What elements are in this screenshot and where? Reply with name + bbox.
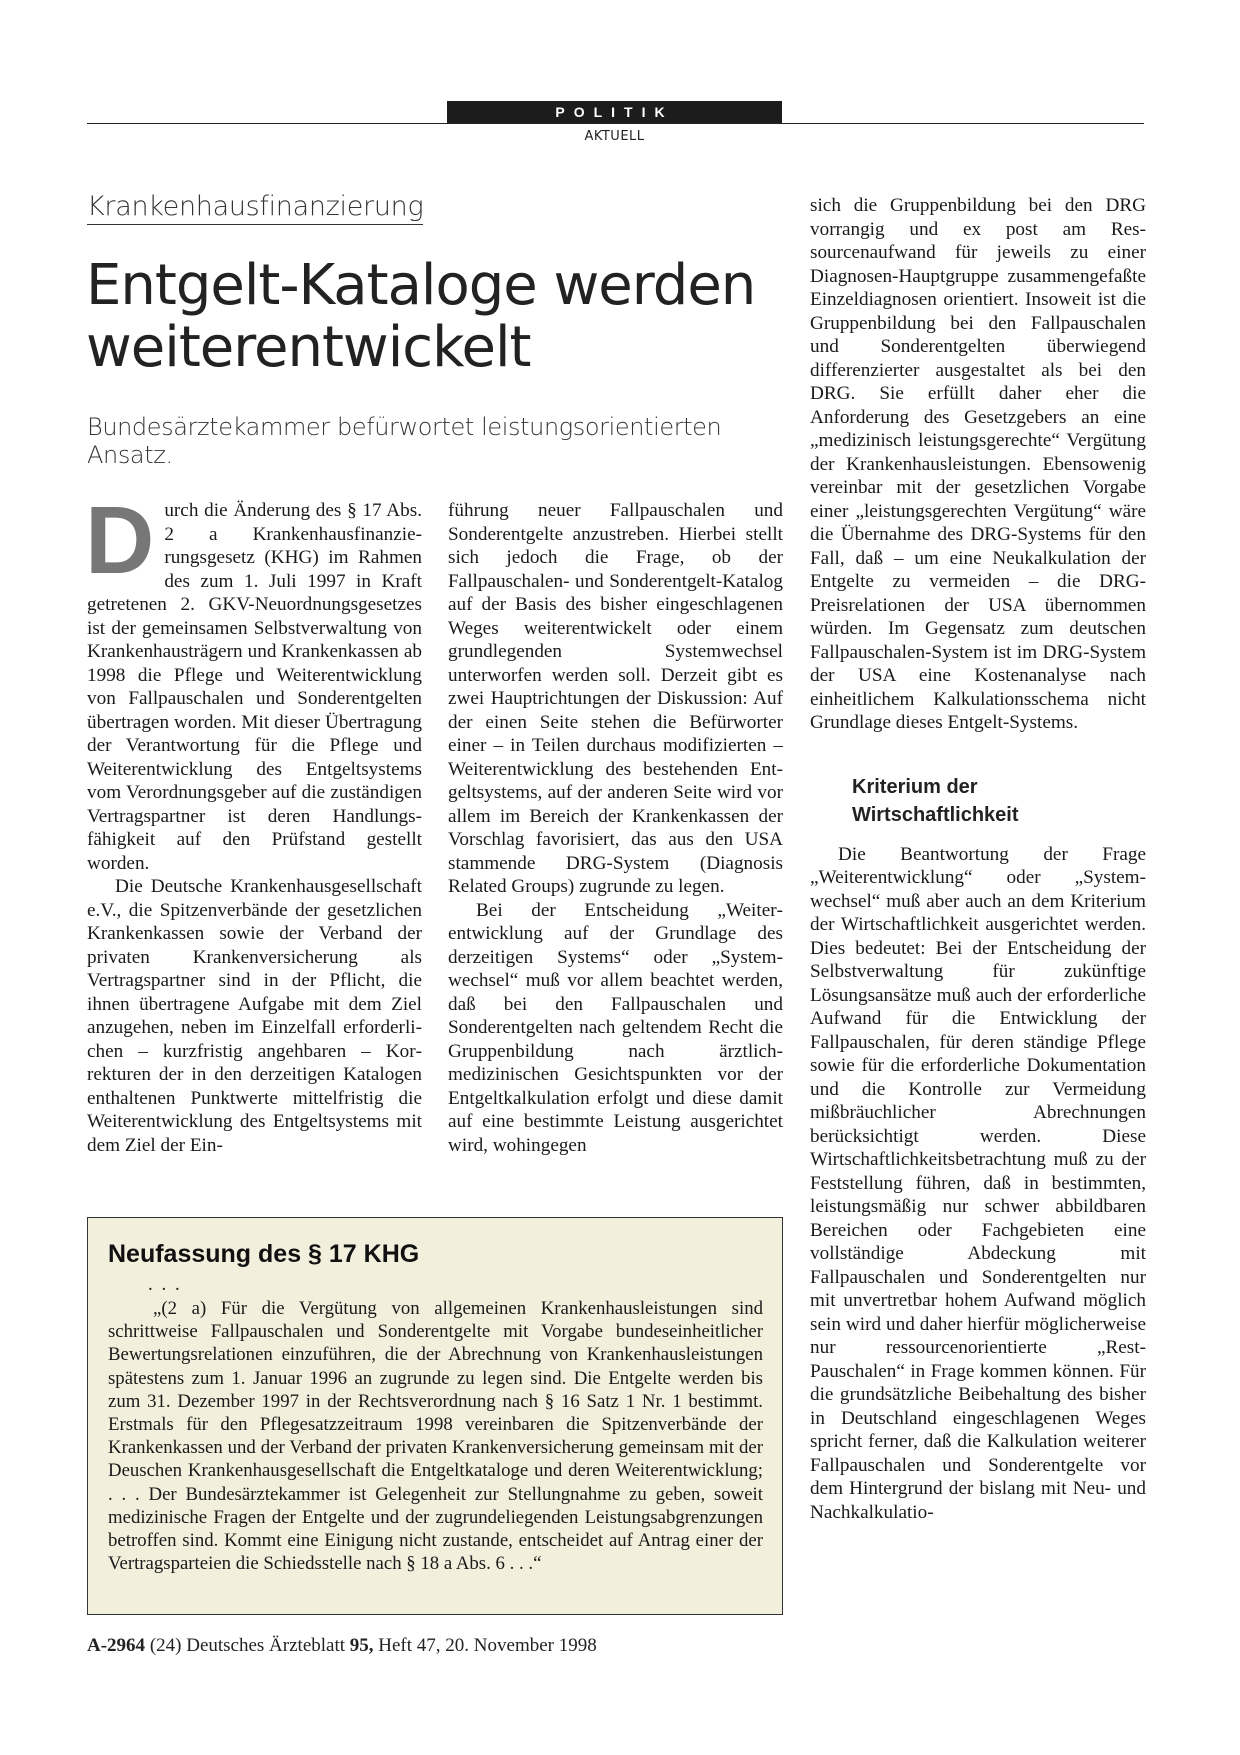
- headline-line-1: Entgelt-Kataloge werden: [86, 253, 756, 318]
- box-text: „(2 a) Für die Vergütung von allgemeinen Krankenhausleistungen sind schrittweise Fallpauschalen und Sonderentgelte mit Vorgabe bundeseinheitlicher Bewertungsrelationen einzuführen, die der Abrechnung von Krankenhausleistungen spätestens zum 1. Januar 1996 an zugrunde zu legen sind. Die Entgelte werden bis zum 31. Dezember 1997 in der Rechtsverordnung nach § 16 Satz 1 Nr. 1 bestimmt. Erstmals für den Pflegesatzzeitraum 1998 vereinbaren die Spitzenverbände der Krankenkassen und der Verband der privaten Krankenversicherung gemeinsam mit der Deuschen Krankenhausgesellschaft die Entgeltkataloge und deren Weiterentwicklung; . . . Der Bundesärztekammer ist Gelegenheit zur Stellungnahme zu geben, soweit medizinische Fragen der Entgelte und der zugrundeliegenden Leistungsabgrenzungen betroffen sind. Kommt eine Einigung nicht zustande, entscheidet auf Antrag einer der Vertragsparteien die Schiedsstelle nach § 18 a Abs. 6 . . .“: [108, 1298, 763, 1575]
- article-kicker: Krankenhausfinanzierung: [87, 191, 423, 225]
- article-headline: [86, 255, 786, 379]
- body-column-2: [448, 499, 783, 1157]
- section-label: POLITIK: [447, 101, 782, 123]
- heading-line-1: Kriterium der: [852, 775, 978, 798]
- paragraph: Die Beantwortung der Frage „Weiterentwicklung“ oder „Systemwechsel“ muß aber auch an dem Kriterium der Wirtschaftlichkeit ausgerichtet werden. Dies bedeutet: Bei der Entscheidung der Selbstverwaltung für zukünftige Lösungsansätze muß auch der erforderliche Aufwand für die Entwicklung der Fallpauschalen, für deren ständige Pflege sowie für die erforderliche Dokumentation und die Kontrolle zur Vermeidung mißbräuchlicher Abrechnungen berücksichtigt werden. Diese Wirtschaftlichkeitsbetrachtung muß zu der Feststellung führen, daß in bestimmten, leistungsmäßig nur schwer abbildbaren Bereichen oder Fachgebieten eine vollständige Abdeckung mit Fallpauschalen und Sonderentgelten nur mit unvertretbar hohem Aufwand möglich sein wird und daher hierfür möglicherweise nur ressourcenorientierte „Rest-Pauschalen“ in Frage kommen können. Für die grundsätzliche Beibehaltung des bisher in Deutschland eingeschlagenen Weges spricht ferner, daß die Kalkulation weiterer Fallpauschalen und Sonderentgelte vor dem Hintergrund der bislang mit Neu- und Nachkalkulatio-: [810, 843, 1146, 1523]
- paragraph: sich die Gruppenbildung bei den DRG vorrangig und ex post am Ressourcenaufwand für jeweils zu einer Diagnosen-Hauptgruppe zusammengefaßte Einzeldiagnosen orientiert. Insoweit ist die Gruppenbildung bei den Fallpauschalen und Sonderentgelten überwiegend differenzierter ausgestaltet als bei den DRG. Sie erfüllt daher eher die Anforderung des Gesetzgebers an eine „medizinisch leistungsgerechte“ Vergütung der Krankenhausleistungen. Ebensowenig vereinbar mit der gesetzlichen Vorgabe einer „leistungsgerechten Vergütung“ wäre die Übernahme des DRG-Systems für den Fall, daß – um eine Neukalkulation der Entgelte zu vermeiden – die DRG-Preisrelationen der USA übernommen würden. Im Gegensatz zum deutschen Fallpauschalen-System ist im DRG-System der USA eine Kostenanalyse nach einheitlichem Kalkulationsschema nicht Grundlage dieses Entgelt-Systems.: [810, 195, 1146, 733]
- law-text-box: [87, 1217, 783, 1615]
- section-heading: [852, 773, 1146, 829]
- volume: 95,: [349, 1635, 374, 1656]
- box-ellipsis: . . .: [148, 1274, 182, 1295]
- page-number: (24): [149, 1635, 182, 1656]
- heading-line-2: Wirtschaftlichkeit: [852, 803, 1019, 826]
- subsection-label: AKTUELL: [584, 129, 645, 144]
- journal-name: Deutsches Ärzteblatt: [186, 1635, 346, 1656]
- paragraph: Die Deutsche Krankenhausgesellschaft e.V., die Spitzenverbände der gesetzlichen Krankenkassen sowie der Verband der privaten Krankenversicherung als Vertragspartner sind in der Pflicht, die ihnen übertragene Aufgabe mit dem Ziel anzugehen, neben im Einzelfall erforderlichen – kurzfristig angehbaren – Korrekturen der in den derzeitigen Katalogen enthaltenen Punktwerte mittelfristig die Weiterentwicklung des Entgeltsystems mit dem Ziel der Ein-: [87, 876, 422, 1156]
- page-footer: [87, 1635, 597, 1657]
- issue-date: Heft 47, 20. November 1998: [378, 1635, 597, 1656]
- paragraph: führung neuer Fallpauschalen und Sonderentgelte anzustreben. Hierbei stellt sich jedoch die Frage, ob der Fallpauschalen- und Sonderentgelt-Katalog auf der Basis des bisher eingeschlagenen Weges weiterentwickelt oder einem grundlegenden Systemwechsel unterworfen werden soll. Derzeit gibt es zwei Hauptrichtungen der Diskussion: Auf der einen Seite stehen die Befürworter einer – in Teilen durchaus modifizierten – Weiterentwicklung des bestehenden Entgeltsystems, auf der anderen Seite wird vor allem im Bereich der Krankenkassen der Vorschlag favorisiert, das aus den USA stammende DRG-System (Diagnosis Related Groups) zugrunde zu legen.: [448, 500, 783, 897]
- headline-line-2: weiterentwickelt: [86, 315, 531, 380]
- paragraph: Bei der Entscheidung „Weiterentwicklung auf der Grundlage des derzeitigen Systems“ oder „Systemwechsel“ muß vor allem beachtet werden, daß bei den Fallpauschalen und Sonderentgelten nach geltendem Recht die Gruppenbildung nach ärztlich-medizinischen Gesichtspunkten vor der Entgeltkalkulation erfolgt und diese damit auf eine bestimmte Leistung ausgerichtet wird, wohingegen: [448, 899, 783, 1156]
- body-column-1: [85, 487, 422, 1157]
- body-column-3: [810, 194, 1146, 1524]
- paragraph: [85, 487, 422, 875]
- header-rule: [87, 123, 1144, 124]
- drop-cap: D: [85, 487, 155, 594]
- paragraph-text: urch die Änderung des § 17 Abs. 2 a Krankenhausfinanzierungsgesetz (KHG) im Rahmen des zum 1. Juli 1997 in Kraft getretenen 2. GKV-Neuordnungsgesetzes ist der gemeinsamen Selbstverwaltung von Krankenhausträgern und Krankenkassen ab 1998 die Pflege und Weiterentwicklung von Fallpauschalen und Sonderentgelten übertragen worden. Mit dieser Übertragung der Verantwortung für die Pflege und Weiterentwicklung des Entgeltsystems vom Verordnungsgeber auf die zuständigen Vertragspartner ist deren Handlungsfähigkeit auf den Prüfstand gestellt worden.: [87, 500, 422, 874]
- page-code: A-2964: [87, 1635, 146, 1656]
- box-title: Neufassung des § 17 KHG: [108, 1240, 420, 1268]
- article-subheadline: Bundesärztekammer befürwortet leistungsorientierten Ansatz.: [87, 413, 722, 469]
